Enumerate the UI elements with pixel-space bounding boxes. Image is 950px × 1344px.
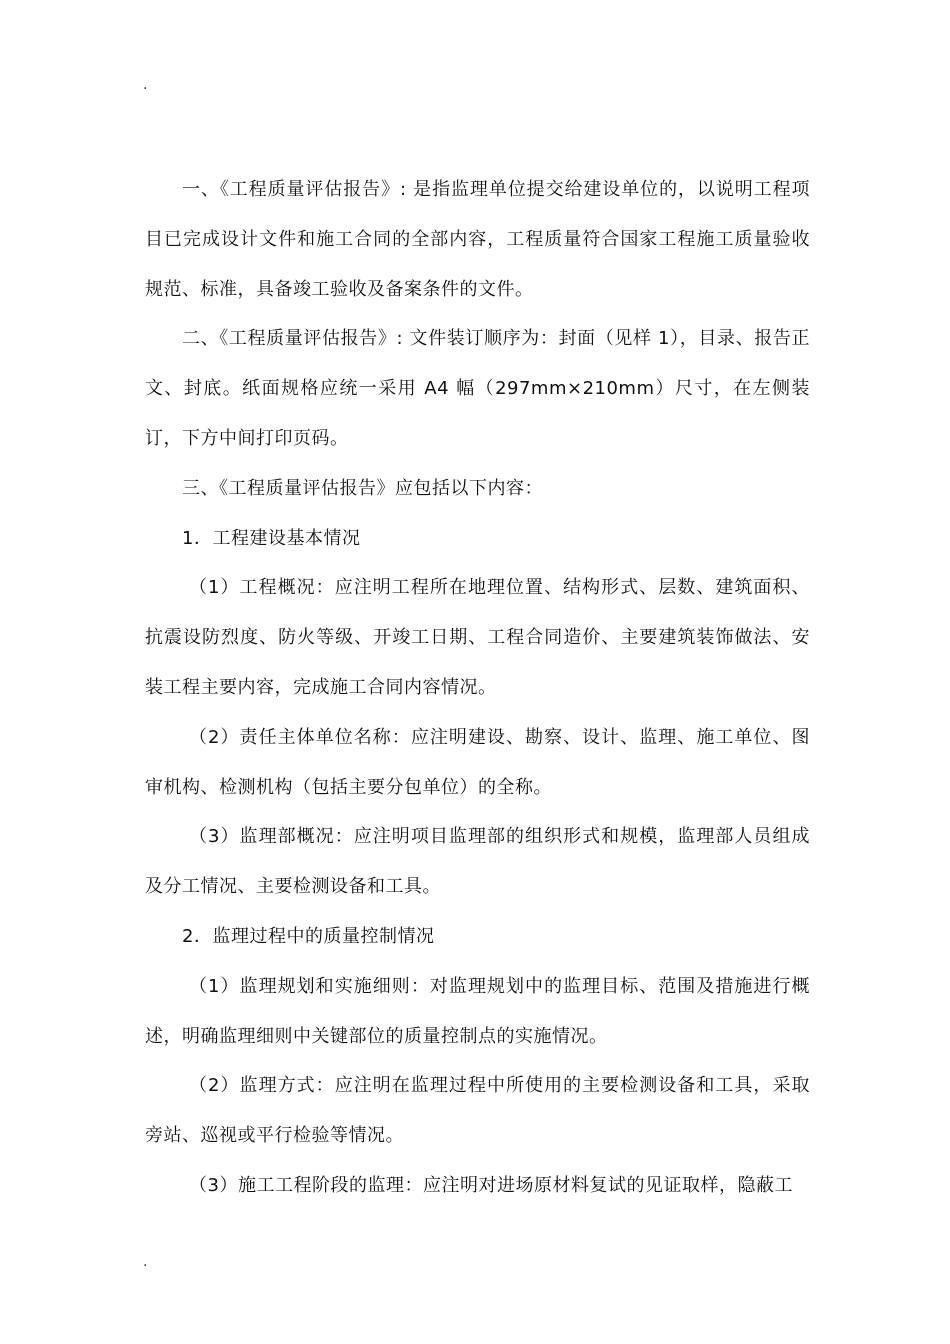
paragraph-definition: 一、《工程质量评估报告》: 是指监理单位提交给建设单位的，以说明工程项目已完成设计文件和施工合同的全部内容，工程质量符合国家工程施工质量验收规范、标准，具备竣工验收及备案条件的文件。 — [145, 179, 810, 300]
item-responsible-units: （2）责任主体单位名称：应注明建设、勘察、设计、监理、施工单位、图审机构、检测机构（包括主要分包单位）的全称。 — [145, 726, 810, 798]
item-supervision-method: （2）监理方式：应注明在监理过程中所使用的主要检测设备和工具，采取旁站、巡视或平行检验等情况。 — [145, 1075, 810, 1147]
header-mark: . — [143, 77, 148, 93]
section-heading-2: 2．监理过程中的质量控制情况 — [182, 925, 435, 947]
paragraph-binding-order: 二、《工程质量评估报告》: 文件装订顺序为：封面（见样 1），目录、报告正文、封底。纸面规格应统一采用 A4 幅（297mm×210mm）尺寸，在左侧装订，下方中间打印页码。 — [145, 328, 810, 449]
item-construction-stage: （3）施工工程阶段的监理：应注明对进场原材料复试的见证取样，隐蔽工 — [189, 1174, 793, 1196]
paragraph-contents-intro: 三、《工程质量评估报告》应包括以下内容： — [182, 477, 543, 499]
footer-mark: . — [143, 1254, 148, 1270]
section-heading-1: 1．工程建设基本情况 — [182, 527, 361, 549]
item-supervision-department: （3）监理部概况：应注明项目监理部的组织形式和规模，监理部人员组成及分工情况、主要检测设备和工具。 — [145, 826, 810, 898]
document-body — [145, 165, 810, 1211]
item-supervision-plan: （1）监理规划和实施细则：对监理规划中的监理目标、范围及措施进行概述，明确监理细则中关键部位的质量控制点的实施情况。 — [145, 975, 810, 1047]
item-project-overview: （1）工程概况：应注明工程所在地理位置、结构形式、层数、建筑面积、抗震设防烈度、防火等级、开竣工日期、工程合同造价、主要建筑装饰做法、安装工程主要内容，完成施工合同内容情况。 — [145, 577, 810, 698]
